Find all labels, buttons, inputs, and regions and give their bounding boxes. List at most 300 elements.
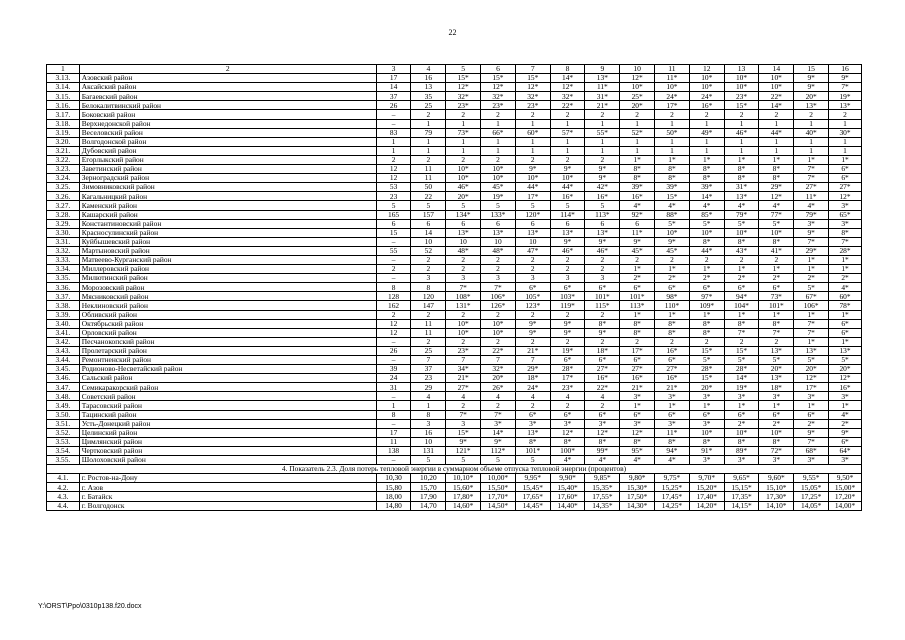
value-cell: 12: [376, 319, 411, 328]
value-cell: 14,05*: [794, 501, 829, 510]
value-cell: 2: [446, 401, 481, 410]
value-cell: 2: [724, 255, 759, 264]
value-cell: 94*: [655, 446, 690, 455]
value-cell: 8*: [689, 237, 724, 246]
row-number-cell: 3.28.: [47, 210, 80, 219]
value-cell: 23: [376, 192, 411, 201]
table-row: [47, 146, 862, 155]
value-cell: 12: [689, 65, 724, 74]
value-cell: 1*: [620, 155, 655, 164]
district-name-cell: Заветинский район: [79, 165, 376, 174]
value-cell: 1*: [794, 255, 829, 264]
value-cell: 1*: [689, 155, 724, 164]
value-cell: 79*: [724, 210, 759, 219]
value-cell: 2: [481, 310, 516, 319]
value-cell: 2: [515, 401, 550, 410]
value-cell: 44*: [515, 183, 550, 192]
value-cell: 14,20*: [689, 501, 724, 510]
value-cell: 23*: [446, 101, 481, 110]
value-cell: 120*: [515, 210, 550, 219]
value-cell: 1: [620, 146, 655, 155]
value-cell: 11: [376, 437, 411, 446]
value-cell: 8*: [655, 165, 690, 174]
value-cell: 10: [481, 237, 516, 246]
value-cell: 5*: [759, 356, 794, 365]
value-cell: 13: [724, 65, 759, 74]
value-cell: 1: [376, 146, 411, 155]
value-cell: –: [376, 419, 411, 428]
table-row: [47, 410, 862, 419]
value-cell: 14*: [550, 74, 585, 83]
value-cell: 5*: [724, 219, 759, 228]
value-cell: 6: [550, 219, 585, 228]
value-cell: 10*: [481, 319, 516, 328]
value-cell: 6: [585, 219, 620, 228]
value-cell: 12: [376, 328, 411, 337]
value-cell: 10*: [446, 319, 481, 328]
value-cell: 1: [411, 119, 446, 128]
value-cell: 1*: [829, 401, 862, 410]
value-cell: 8*: [759, 174, 794, 183]
value-cell: 9*: [585, 174, 620, 183]
value-cell: 5: [411, 201, 446, 210]
value-cell: 14,40*: [550, 501, 585, 510]
value-cell: –: [376, 237, 411, 246]
value-cell: 6*: [515, 283, 550, 292]
value-cell: 10*: [481, 165, 516, 174]
value-cell: 19*: [481, 192, 516, 201]
value-cell: 12*: [515, 83, 550, 92]
value-cell: 6*: [689, 410, 724, 419]
value-cell: 8*: [759, 237, 794, 246]
row-number-cell: 3.40.: [47, 319, 80, 328]
district-name-cell: Милютинский район: [79, 274, 376, 283]
value-cell: 1: [376, 401, 411, 410]
value-cell: 31*: [585, 92, 620, 101]
value-cell: 13*: [481, 228, 516, 237]
value-cell: 3*: [550, 419, 585, 428]
value-cell: 10*: [446, 328, 481, 337]
value-cell: 5: [446, 201, 481, 210]
district-name-cell: Константиновский район: [79, 219, 376, 228]
row-number-cell: 3.25.: [47, 183, 80, 192]
value-cell: 20*: [794, 365, 829, 374]
value-cell: 11*: [794, 192, 829, 201]
district-name-cell: Зерноградский район: [79, 174, 376, 183]
district-name-cell: г. Волгодонск: [79, 501, 376, 510]
row-number-cell: 4.1.: [47, 474, 80, 483]
district-name-cell: Аксайский район: [79, 83, 376, 92]
value-cell: 1: [794, 119, 829, 128]
value-cell: 8*: [689, 437, 724, 446]
value-cell: 11: [411, 328, 446, 337]
value-cell: 10*: [724, 228, 759, 237]
value-cell: 13*: [550, 228, 585, 237]
value-cell: 1: [446, 119, 481, 128]
value-cell: 50: [411, 183, 446, 192]
value-cell: 7*: [794, 319, 829, 328]
district-name-cell: Багаевский район: [79, 92, 376, 101]
value-cell: 101*: [515, 446, 550, 455]
value-cell: 1: [689, 146, 724, 155]
value-cell: 12*: [620, 74, 655, 83]
value-cell: 4*: [759, 201, 794, 210]
value-cell: 13: [411, 83, 446, 92]
value-cell: 112*: [481, 446, 516, 455]
row-number-cell: 3.15.: [47, 92, 80, 101]
value-cell: 98*: [655, 292, 690, 301]
value-cell: 1: [724, 146, 759, 155]
value-cell: 9*: [829, 74, 862, 83]
value-cell: 2*: [829, 419, 862, 428]
value-cell: –: [376, 337, 411, 346]
value-cell: 29*: [759, 183, 794, 192]
value-cell: 5*: [655, 219, 690, 228]
value-cell: 17,80*: [446, 492, 481, 501]
value-cell: 9*: [829, 428, 862, 437]
value-cell: 12*: [550, 83, 585, 92]
value-cell: 8*: [655, 174, 690, 183]
value-cell: 21*: [655, 383, 690, 392]
value-cell: 27*: [829, 183, 862, 192]
value-cell: 16*: [620, 374, 655, 383]
value-cell: 2: [376, 310, 411, 319]
value-cell: 9*: [515, 165, 550, 174]
value-cell: 9*: [655, 237, 690, 246]
value-cell: 23*: [515, 101, 550, 110]
value-cell: 17,50*: [620, 492, 655, 501]
value-cell: 5: [550, 201, 585, 210]
value-cell: 115*: [585, 301, 620, 310]
value-cell: 1: [829, 137, 862, 146]
value-cell: 21*: [620, 383, 655, 392]
value-cell: 16*: [585, 192, 620, 201]
value-cell: 13*: [759, 346, 794, 355]
row-number-cell: 3.50.: [47, 410, 80, 419]
value-cell: 17,35*: [724, 492, 759, 501]
value-cell: 1: [585, 119, 620, 128]
value-cell: 17*: [794, 383, 829, 392]
value-cell: 4*: [585, 456, 620, 465]
value-cell: 88*: [655, 210, 690, 219]
value-cell: 13*: [724, 192, 759, 201]
value-cell: 10*: [759, 428, 794, 437]
district-name-cell: Усть-Донецкий район: [79, 419, 376, 428]
value-cell: 2: [655, 337, 690, 346]
value-cell: 9,65*: [724, 474, 759, 483]
value-cell: 2: [585, 265, 620, 274]
value-cell: 3*: [515, 419, 550, 428]
value-cell: 8*: [655, 319, 690, 328]
district-name-cell: Октябрьский район: [79, 319, 376, 328]
value-cell: 95*: [620, 446, 655, 455]
value-cell: 14,00*: [829, 501, 862, 510]
value-cell: 6: [481, 219, 516, 228]
district-name-cell: Ремонтненский район: [79, 356, 376, 365]
district-name-cell: Пролетарский район: [79, 346, 376, 355]
value-cell: 1: [759, 146, 794, 155]
value-cell: 3: [411, 274, 446, 283]
value-cell: 1: [759, 137, 794, 146]
value-cell: 8: [411, 410, 446, 419]
value-cell: 3*: [829, 392, 862, 401]
value-cell: 29*: [515, 365, 550, 374]
value-cell: 2*: [794, 419, 829, 428]
value-cell: 6: [620, 219, 655, 228]
value-cell: 6*: [585, 283, 620, 292]
value-cell: 78*: [829, 301, 862, 310]
value-cell: 10*: [689, 83, 724, 92]
value-cell: 1*: [689, 310, 724, 319]
value-cell: 4*: [550, 456, 585, 465]
district-name-cell: Мясниковский район: [79, 292, 376, 301]
value-cell: 4: [411, 392, 446, 401]
value-cell: 2: [481, 155, 516, 164]
value-cell: 16: [829, 65, 862, 74]
value-cell: 2: [481, 401, 516, 410]
table-row: [47, 283, 862, 292]
value-cell: 6: [515, 219, 550, 228]
value-cell: 8*: [515, 437, 550, 446]
value-cell: 55: [376, 246, 411, 255]
value-cell: 17*: [515, 192, 550, 201]
value-cell: 1*: [759, 265, 794, 274]
value-cell: 12*: [481, 83, 516, 92]
value-cell: 19*: [550, 346, 585, 355]
row-number-cell: 3.19.: [47, 128, 80, 137]
row-number-cell: 3.37.: [47, 292, 80, 301]
value-cell: 11: [411, 319, 446, 328]
district-name-cell: Шолоховский район: [79, 456, 376, 465]
district-name-cell: Каменский район: [79, 201, 376, 210]
value-cell: 101*: [759, 301, 794, 310]
value-cell: 2: [585, 310, 620, 319]
table-row: [47, 401, 862, 410]
row-number-cell: 3.43.: [47, 346, 80, 355]
value-cell: 6*: [585, 410, 620, 419]
row-number-cell: 3.47.: [47, 383, 80, 392]
row-number-cell: 3.46.: [47, 374, 80, 383]
value-cell: 6*: [829, 165, 862, 174]
value-cell: 24*: [689, 92, 724, 101]
row-number-cell: 3.16.: [47, 101, 80, 110]
value-cell: 14,50*: [481, 501, 516, 510]
value-cell: 60*: [829, 292, 862, 301]
value-cell: 2: [411, 337, 446, 346]
value-cell: 12: [376, 165, 411, 174]
value-cell: 2: [585, 255, 620, 264]
value-cell: 2: [515, 110, 550, 119]
value-cell: 5: [446, 65, 481, 74]
value-cell: 14,45*: [515, 501, 550, 510]
value-cell: 42*: [585, 183, 620, 192]
value-cell: 1*: [794, 265, 829, 274]
value-cell: 15,70: [411, 483, 446, 492]
value-cell: 46*: [446, 183, 481, 192]
table-row: [47, 437, 862, 446]
value-cell: 6*: [829, 328, 862, 337]
value-cell: 10: [446, 237, 481, 246]
value-cell: 10,30: [376, 474, 411, 483]
value-cell: 9*: [620, 237, 655, 246]
value-cell: 9*: [585, 237, 620, 246]
value-cell: 48*: [446, 246, 481, 255]
value-cell: 10*: [759, 74, 794, 83]
value-cell: 15,60*: [446, 483, 481, 492]
row-number-cell: 3.23.: [47, 165, 80, 174]
value-cell: 22*: [759, 92, 794, 101]
row-number-cell: 3.36.: [47, 283, 80, 292]
value-cell: 8: [411, 283, 446, 292]
value-cell: 14*: [759, 101, 794, 110]
value-cell: 106*: [481, 292, 516, 301]
value-cell: 6*: [759, 283, 794, 292]
value-cell: 3: [446, 419, 481, 428]
row-number-cell: 3.14.: [47, 83, 80, 92]
row-number-cell: 3.27.: [47, 201, 80, 210]
row-number-cell: 3.24.: [47, 174, 80, 183]
value-cell: 2: [550, 155, 585, 164]
table-row: [47, 210, 862, 219]
value-cell: 77*: [759, 210, 794, 219]
value-cell: 7*: [794, 328, 829, 337]
row-number-cell: 3.18.: [47, 119, 80, 128]
value-cell: 2*: [655, 274, 690, 283]
value-cell: 8*: [724, 165, 759, 174]
value-cell: 10*: [446, 174, 481, 183]
value-cell: 1: [446, 146, 481, 155]
value-cell: 31*: [724, 183, 759, 192]
value-cell: 12*: [550, 428, 585, 437]
value-cell: 8*: [655, 328, 690, 337]
value-cell: 14*: [481, 428, 516, 437]
value-cell: 7*: [446, 410, 481, 419]
row-number-cell: 1: [47, 65, 80, 74]
value-cell: 1*: [655, 265, 690, 274]
value-cell: 10*: [446, 165, 481, 174]
value-cell: 97*: [689, 292, 724, 301]
value-cell: 9*: [585, 328, 620, 337]
value-cell: 1: [585, 137, 620, 146]
district-name-cell: Морозовский район: [79, 283, 376, 292]
value-cell: 2: [759, 337, 794, 346]
district-name-cell: Белокалитвинский район: [79, 101, 376, 110]
table-row: [47, 246, 862, 255]
row-number-cell: 3.34.: [47, 265, 80, 274]
row-number-cell: 3.44.: [47, 356, 80, 365]
value-cell: 17*: [620, 346, 655, 355]
value-cell: 10*: [620, 83, 655, 92]
value-cell: 22*: [481, 346, 516, 355]
value-cell: 17,25*: [794, 492, 829, 501]
value-cell: 92*: [620, 210, 655, 219]
value-cell: 32*: [515, 92, 550, 101]
value-cell: –: [376, 119, 411, 128]
value-cell: 45*: [620, 246, 655, 255]
row-number-cell: 3.35.: [47, 274, 80, 283]
district-name-cell: Родионово-Несветайский район: [79, 365, 376, 374]
value-cell: 26: [376, 346, 411, 355]
value-cell: 13*: [585, 74, 620, 83]
value-cell: 9*: [515, 319, 550, 328]
value-cell: 9,85*: [585, 474, 620, 483]
value-cell: 2: [620, 110, 655, 119]
value-cell: 28*: [689, 365, 724, 374]
value-cell: 15,30*: [620, 483, 655, 492]
value-cell: 14*: [689, 192, 724, 201]
value-cell: 23*: [446, 346, 481, 355]
value-cell: 14,10*: [759, 501, 794, 510]
row-number-cell: 3.51.: [47, 419, 80, 428]
value-cell: 11*: [655, 428, 690, 437]
table-row: [47, 319, 862, 328]
value-cell: 12*: [620, 428, 655, 437]
value-cell: 4*: [724, 201, 759, 210]
value-cell: 21*: [446, 374, 481, 383]
value-cell: 103*: [550, 292, 585, 301]
table-row: [47, 383, 862, 392]
value-cell: 89*: [724, 446, 759, 455]
value-cell: 11*: [585, 83, 620, 92]
value-cell: 6*: [759, 410, 794, 419]
value-cell: 20*: [759, 365, 794, 374]
table-row: [47, 446, 862, 455]
value-cell: 1*: [759, 155, 794, 164]
value-cell: 3: [585, 274, 620, 283]
value-cell: 2: [759, 255, 794, 264]
table-row: [47, 483, 862, 492]
table-row: [47, 137, 862, 146]
value-cell: 15*: [724, 101, 759, 110]
value-cell: 7: [446, 356, 481, 365]
value-cell: 39: [376, 365, 411, 374]
row-number-cell: 3.39.: [47, 310, 80, 319]
value-cell: 1*: [829, 255, 862, 264]
value-cell: 10*: [724, 74, 759, 83]
value-cell: 11*: [620, 228, 655, 237]
value-cell: 45*: [481, 183, 516, 192]
district-name-cell: Егорлыкский район: [79, 155, 376, 164]
value-cell: 5: [376, 201, 411, 210]
table-row: [47, 365, 862, 374]
value-cell: 6*: [655, 356, 690, 365]
value-cell: 3*: [689, 392, 724, 401]
value-cell: 4: [411, 65, 446, 74]
district-name-cell: Целинский район: [79, 428, 376, 437]
value-cell: 7*: [759, 328, 794, 337]
value-cell: 2: [411, 255, 446, 264]
table-row: [47, 492, 862, 501]
value-cell: 5: [515, 456, 550, 465]
value-cell: 17: [376, 74, 411, 83]
value-cell: 4: [550, 392, 585, 401]
value-cell: 17,65*: [515, 492, 550, 501]
value-cell: 13*: [515, 228, 550, 237]
value-cell: 8*: [620, 328, 655, 337]
value-cell: 39*: [655, 183, 690, 192]
value-cell: 4*: [655, 201, 690, 210]
value-cell: 3*: [759, 392, 794, 401]
value-cell: 15,40*: [550, 483, 585, 492]
value-cell: 27*: [794, 183, 829, 192]
district-name-cell: Азовский район: [79, 74, 376, 83]
value-cell: 9,90*: [550, 474, 585, 483]
value-cell: 44*: [759, 128, 794, 137]
value-cell: 18,00: [376, 492, 411, 501]
value-cell: 1: [411, 401, 446, 410]
value-cell: 1: [689, 137, 724, 146]
value-cell: 2: [446, 337, 481, 346]
